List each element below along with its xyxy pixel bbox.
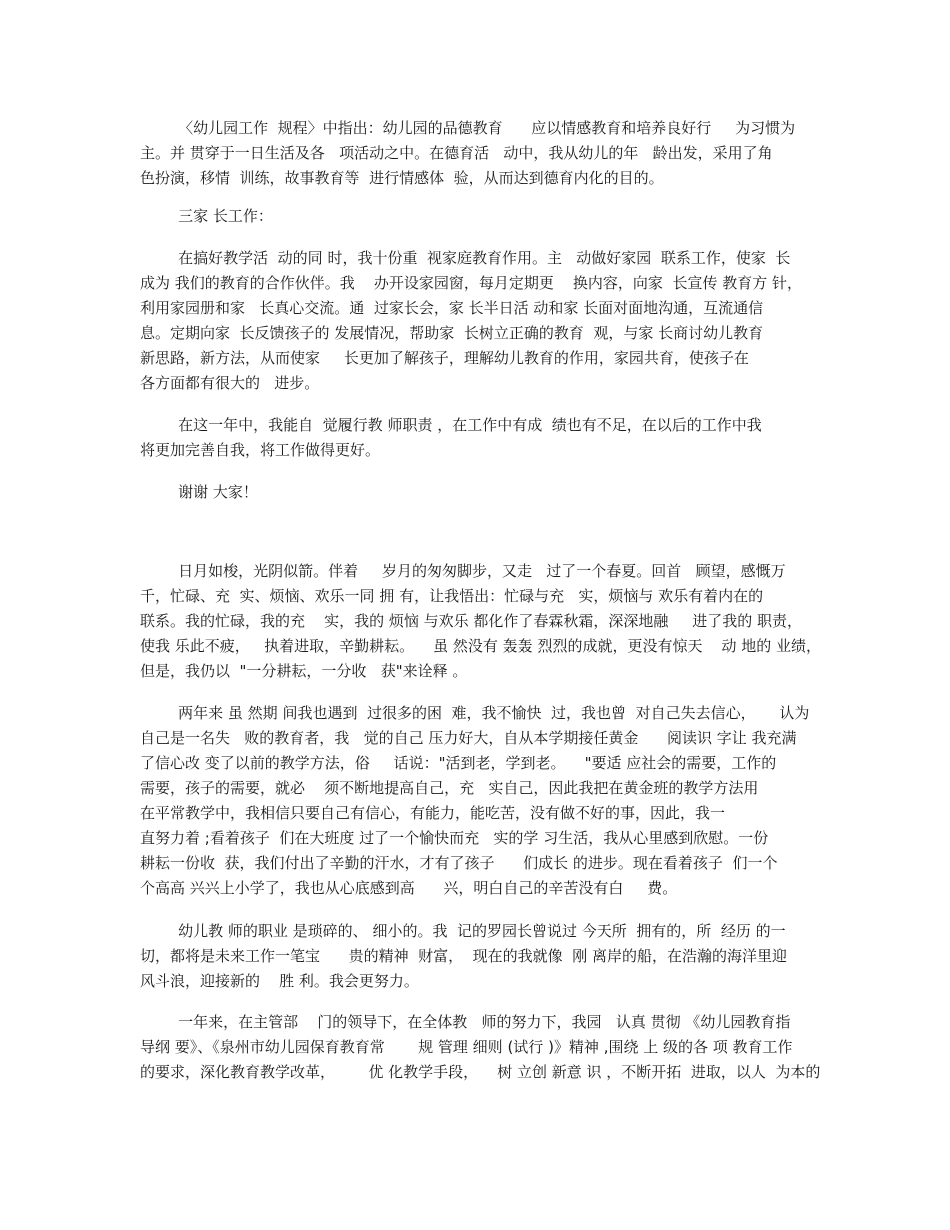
text-line: 的要求，深化教育教学改革， 优 化教学手段， 树 立创 新意 识 ，不断开拓 进取，以人 为本的	[140, 1063, 821, 1081]
text-line: 色扮演，移情 训练，故事教育等 进行情感体 验，从而达到德育内化的目的。	[140, 169, 664, 187]
text-line: 利用家园册和家 长真心交流。通 过家长会，家 长半日活 动和家 长面对面地沟通，互流通信	[140, 299, 764, 317]
paragraph-two-years	[140, 701, 830, 901]
text-line: 主。并 贯穿于一日生活及各 项活动之中。在德育活 动中，我从幼儿的年 龄出发，采用了角	[140, 144, 773, 162]
text-line: 但是，我仍以 "一分耕耘，一分收 获"来诠释 。	[140, 662, 468, 680]
text-line: 了信心改 变了以前的教学方法，俗 话说："活到老，学到老。 "要适 应社会的需要，工作的	[140, 754, 777, 772]
closing-thanks	[140, 480, 830, 505]
section-heading-parent-work	[140, 204, 830, 229]
text-line: 在搞好教学活 动的同 时，我十份重 视家庭教育作用。主 动做好家园 联系工作，使家 长	[140, 249, 791, 267]
text-line: 联系。我的忙碌，我的充 实，我的 烦恼 与欢乐 都化作了春霖秋霜，深深地融 进了我的 职责，	[140, 612, 802, 630]
text-line: 两年来 虽 然期 间我也遇到 过很多的困 难，我不愉快 过，我也曾 对自己失去信心， 认为	[140, 704, 810, 722]
text-line: 导纲 要》、《泉州市幼儿园保育教育常 规 管理 细则 (试行 )》精神 ,围绕 上 级的各 项 教育工作	[140, 1038, 793, 1056]
text-line: 新思路，新方法，从而使家 长更加了解孩子，理解幼儿教育的作用，家园共育，使孩子在	[140, 349, 749, 367]
paragraph-past-year	[140, 1010, 830, 1085]
text-line: 〈幼儿园工作 规程〉中指出：幼儿园的品德教育 应以情感教育和培养良好行 为习惯为	[140, 119, 796, 137]
text-line: 日月如梭，光阴似箭。伴着 岁月的匆匆脚步，又走 过了一个春夏。回首 顾望，感慨万	[140, 562, 786, 580]
text-line: 谢谢 大家！	[140, 483, 258, 501]
paragraph-this-year	[140, 413, 830, 463]
paragraph-preschool-rules	[140, 116, 830, 191]
text-line: 个高高 兴兴上小学了，我也从心底感到高 兴，明白自己的辛苦没有白 费。	[140, 879, 678, 897]
text-line: 使我 乐此不疲， 执着进取，辛勤耕耘。 虽 然没有 轰轰 烈烈的成就，更没有惊天 动 地的 业绩，	[140, 637, 822, 655]
text-line: 一年来，在主管部 门的领导下，在全体教 师的努力下，我园 认真 贯彻 《幼儿园教育指	[140, 1013, 791, 1031]
text-line: 在平常教学中，我相信只要自己有信心，有能力，能吃苦，没有做不好的事，因此，我一	[140, 804, 726, 822]
text-line: 切，都将是未来工作一笔宝 贵的精神 财富， 现在的我就像 刚 离岸的船，在浩瀚的海洋里迎	[140, 947, 787, 965]
text-line: 将更加完善自我，将工作做得更好。	[140, 441, 381, 459]
text-line: 自己是一名失 败的教育者，我 觉的自己 压力好大，自从本学期接任黄金 阅读识 字让 我充满	[140, 729, 797, 747]
text-line: 风斗浪，迎接新的 胜 利。我会更努力。	[140, 972, 419, 990]
text-line: 需要，孩子的需要，就必 须不断地提高自己，充 实自己，因此我把在黄金班的教学方法用	[140, 779, 759, 797]
text-line: 息。定期向家 长反馈孩子的 发展情况，帮助家 长树立正确的教育 观，与家 长商讨幼儿教育	[140, 324, 764, 342]
text-line: 成为 我们的教育的合作伙伴。我 办开设家园窗，每月定期更 换内容，向家 长宣传 教育方 针，	[140, 274, 802, 292]
text-line: 各方面都有很大的 进步。	[140, 374, 320, 392]
text-line: 幼儿教 师的职业 是琐碎的、 细小的。我 记的罗园长曾说过 今天所 拥有的，所 经历 的一	[140, 922, 786, 940]
text-line: 千，忙碌、充 实、烦恼、欢乐一同 拥 有，让我悟出：忙碌与充 实，烦恼与 欢乐有着内在的	[140, 587, 764, 605]
text-line: 直努力着 ;看着孩子 们在大班度 过了一个愉快而充 实的学 习生活，我从心里感到欣慰。一份	[140, 829, 769, 847]
paragraph-teacher-career	[140, 919, 830, 994]
paragraph-home-school	[140, 246, 830, 396]
paragraph-time-flies	[140, 559, 830, 684]
text-line: 三家 长工作：	[140, 207, 273, 225]
text-line: 耕耘一份收 获，我们付出了辛勤的汗水，才有了孩子 们成长 的进步。现在看着孩子 们一个	[140, 854, 778, 872]
text-line: 在这一年中，我能自 觉履行教 师职责 ，在工作中有成 绩也有不足，在以后的工作中我	[140, 416, 762, 434]
